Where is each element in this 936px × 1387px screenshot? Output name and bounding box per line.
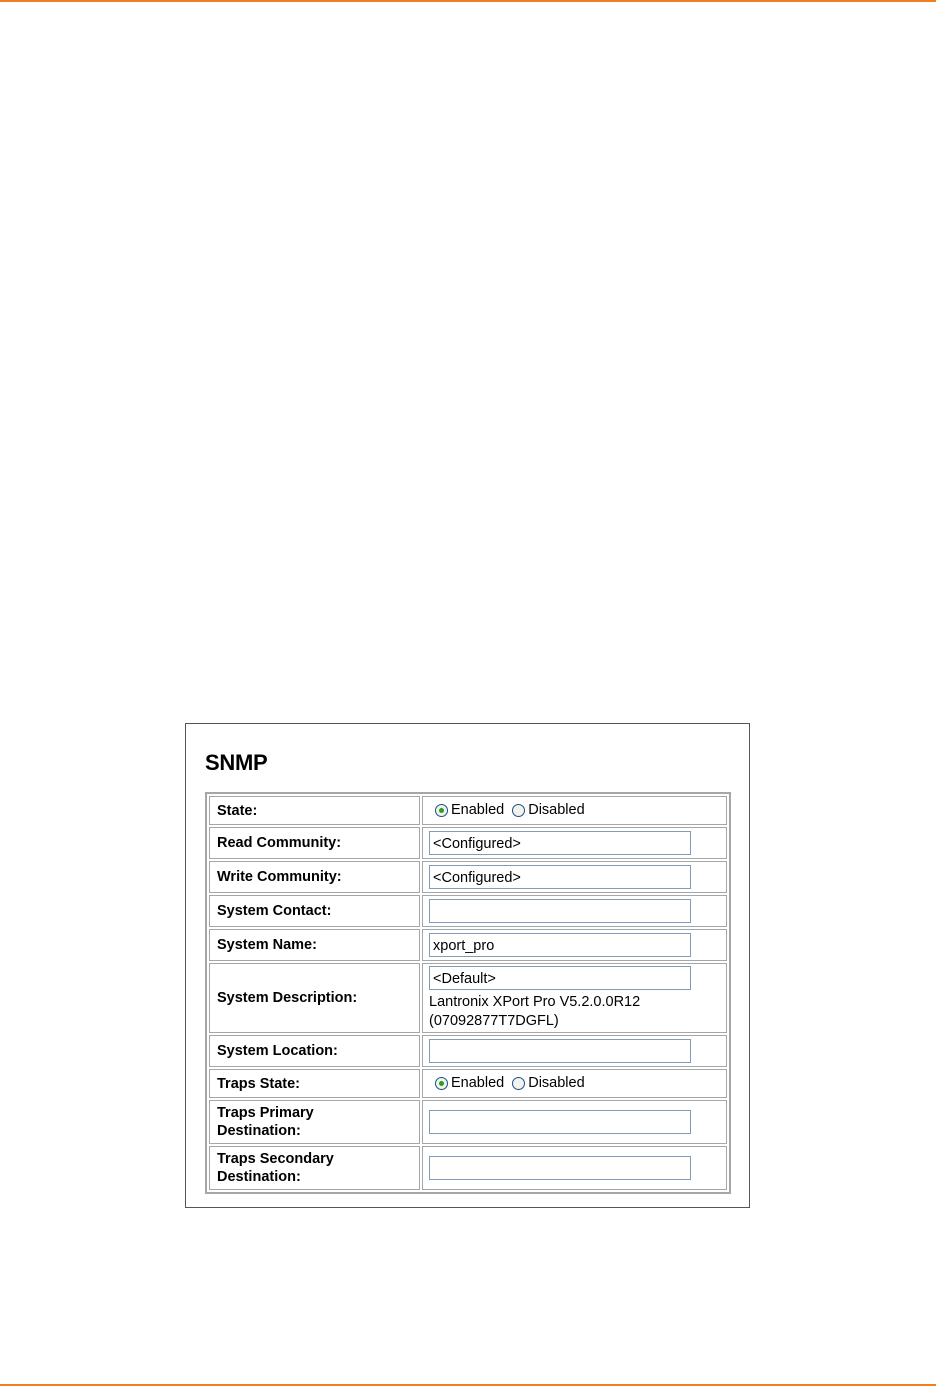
row-system-description	[209, 963, 727, 1033]
state-enabled-radio[interactable]	[435, 804, 448, 817]
top-accent-rule	[0, 0, 936, 2]
traps-primary-input[interactable]	[429, 1110, 691, 1134]
row-state	[209, 796, 727, 825]
write-community-label: Write Community:	[209, 861, 420, 893]
state-enabled-option[interactable]	[435, 801, 504, 820]
row-system-contact	[209, 895, 727, 927]
bottom-accent-rule	[0, 1384, 936, 1386]
row-read-community	[209, 827, 727, 859]
state-label: State:	[209, 796, 420, 825]
traps-enabled-label[interactable]: Enabled	[451, 1075, 505, 1091]
read-community-label: Read Community:	[209, 827, 420, 859]
snmp-settings-table	[205, 792, 731, 1194]
system-description-label: System Description:	[209, 963, 420, 1033]
traps-enabled-option[interactable]	[435, 1074, 504, 1093]
traps-secondary-label-line1: Traps Secondary	[217, 1151, 334, 1167]
row-traps-secondary-destination	[209, 1146, 727, 1190]
panel-title: SNMP	[205, 750, 268, 775]
traps-primary-label-line2: Destination:	[217, 1123, 301, 1139]
system-location-label: System Location:	[209, 1035, 420, 1067]
system-description-input[interactable]: <Default>	[429, 966, 691, 990]
system-description-line1: Lantronix XPort Pro V5.2.0.0R12	[429, 993, 641, 1010]
state-disabled-option[interactable]	[512, 801, 584, 820]
traps-secondary-label	[209, 1146, 420, 1190]
system-contact-label: System Contact:	[209, 895, 420, 927]
system-description-line2: (07092877T7DGFL)	[429, 1012, 559, 1029]
row-traps-state	[209, 1069, 727, 1098]
traps-secondary-label-line2: Destination:	[217, 1169, 301, 1185]
state-enabled-label[interactable]: Enabled	[451, 802, 505, 818]
read-community-input[interactable]: <Configured>	[429, 831, 691, 855]
system-description-text	[429, 993, 720, 1031]
state-disabled-label[interactable]: Disabled	[528, 802, 585, 818]
traps-enabled-radio[interactable]	[435, 1077, 448, 1090]
traps-disabled-label[interactable]: Disabled	[528, 1075, 585, 1091]
traps-disabled-option[interactable]	[512, 1074, 584, 1093]
row-write-community	[209, 861, 727, 893]
traps-state-radio-group	[429, 1074, 720, 1093]
traps-disabled-radio[interactable]	[512, 1077, 525, 1090]
row-traps-primary-destination	[209, 1100, 727, 1144]
write-community-input[interactable]: <Configured>	[429, 865, 691, 889]
row-system-location	[209, 1035, 727, 1067]
state-disabled-radio[interactable]	[512, 804, 525, 817]
traps-primary-label-line1: Traps Primary	[217, 1105, 314, 1121]
snmp-config-panel	[185, 723, 750, 1208]
system-name-label: System Name:	[209, 929, 420, 961]
system-contact-input[interactable]	[429, 899, 691, 923]
system-location-input[interactable]	[429, 1039, 691, 1063]
row-system-name	[209, 929, 727, 961]
system-name-input[interactable]: xport_pro	[429, 933, 691, 957]
traps-secondary-input[interactable]	[429, 1156, 691, 1180]
traps-state-label: Traps State:	[209, 1069, 420, 1098]
state-radio-group	[429, 801, 720, 820]
traps-primary-label	[209, 1100, 420, 1144]
